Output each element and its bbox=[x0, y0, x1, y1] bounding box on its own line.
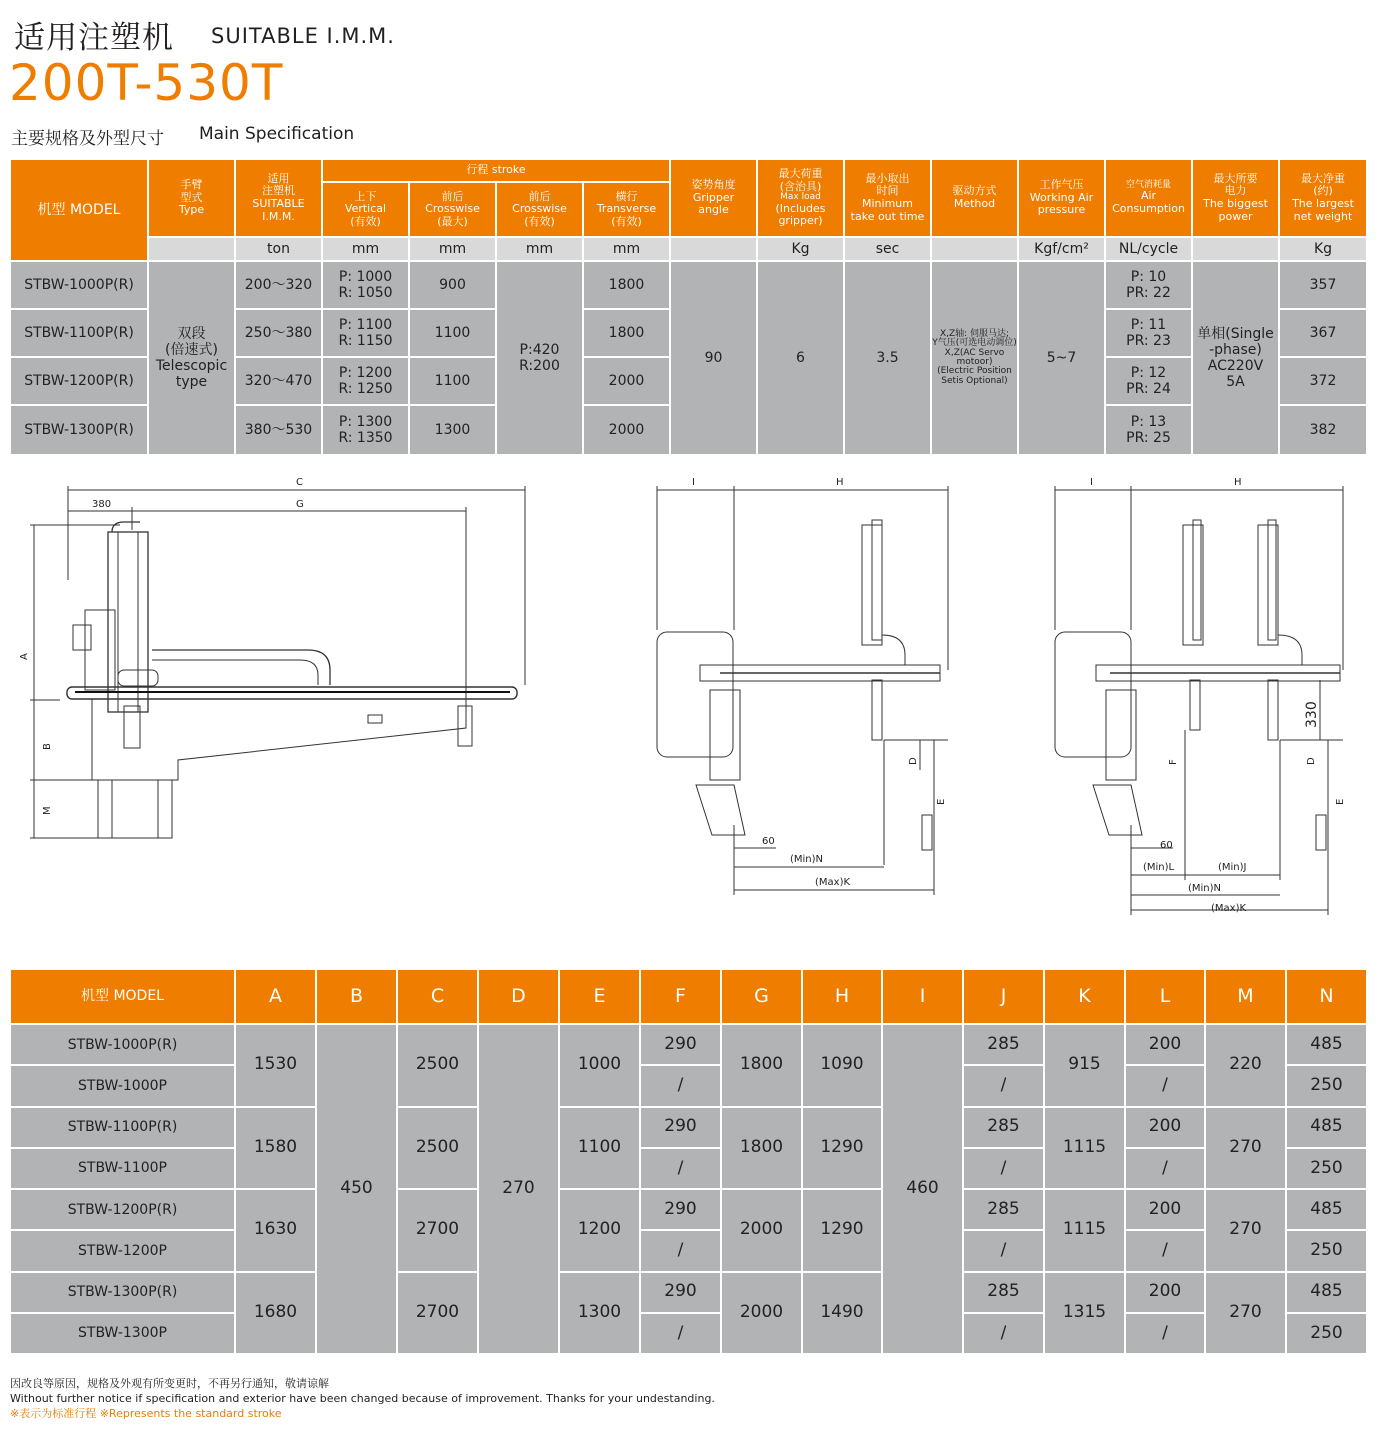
spec-weight-cell: 372 bbox=[1280, 358, 1366, 404]
dim-cell-n: 250 bbox=[1287, 1314, 1366, 1353]
header-air-pressure bbox=[1019, 160, 1104, 236]
spec-model-cell: STBW-1100P(R) bbox=[11, 310, 147, 356]
dim-cell-j: / bbox=[964, 1231, 1043, 1270]
dim-cell-l: 200 bbox=[1126, 1190, 1204, 1229]
unit-cell bbox=[149, 238, 234, 260]
dim-cell-a: 1680 bbox=[236, 1273, 315, 1354]
spec-imm-cell: 320～470 bbox=[236, 358, 321, 404]
header-imm-line: I.M.M. bbox=[262, 209, 295, 223]
unit-cell bbox=[671, 238, 756, 260]
header-imm bbox=[236, 160, 321, 236]
header-weight-line: The largest bbox=[1292, 197, 1354, 210]
header-arm-type-line: 手臂 bbox=[180, 178, 203, 192]
spec-crosswise-eff-cell-line: P:420 bbox=[519, 341, 560, 358]
header-stroke: 行程 stroke bbox=[323, 160, 669, 181]
dim-label-h-2: H bbox=[1234, 477, 1242, 488]
header-max-load-line: (含治具) bbox=[779, 179, 822, 193]
footer-notes bbox=[10, 1377, 715, 1422]
spec-air-cell bbox=[1106, 358, 1191, 404]
dim-cell-l: / bbox=[1126, 1231, 1204, 1270]
spec-transverse-cell: 1800 bbox=[584, 262, 669, 308]
header-weight-line: net weight bbox=[1293, 209, 1353, 223]
header-gripper-angle-line: Gripper bbox=[692, 190, 735, 204]
dim-cell-f: / bbox=[641, 1314, 720, 1353]
spec-arm-type-cell bbox=[149, 262, 234, 454]
dim-cell-j: 285 bbox=[964, 1025, 1043, 1064]
header-arm-type-line: 型式 bbox=[180, 190, 203, 204]
header-max-load-line: (Includes gripper) bbox=[775, 201, 826, 228]
header-crosswise-eff-line: (有效) bbox=[524, 214, 555, 228]
spec-air-cell-line: P: 13 bbox=[1130, 413, 1167, 430]
dim-label-60-2: 60 bbox=[1160, 840, 1173, 851]
dim-cell-g: 2000 bbox=[722, 1273, 801, 1354]
dim-cell-e: 1200 bbox=[560, 1190, 639, 1271]
dim-cell-m: 270 bbox=[1206, 1190, 1285, 1271]
dim-model-cell: STBW-1200P(R) bbox=[11, 1190, 234, 1229]
dim-label-max-k-2: (Max)K bbox=[1211, 903, 1247, 914]
dim-label-i-1: I bbox=[692, 477, 695, 488]
header-vertical bbox=[323, 183, 408, 236]
dim-cell-f: 290 bbox=[641, 1273, 720, 1312]
dim-cell-j: / bbox=[964, 1066, 1043, 1105]
dim-cell-n: 485 bbox=[1287, 1108, 1366, 1147]
title-cn: 适用注塑机 bbox=[14, 20, 174, 56]
header-min-takeout bbox=[845, 160, 930, 236]
spec-crosswise-max-cell: 1100 bbox=[410, 358, 495, 404]
dim-cell-i: 460 bbox=[883, 1025, 962, 1353]
dim-cell-f: 290 bbox=[641, 1108, 720, 1147]
spec-vertical-cell bbox=[323, 358, 408, 404]
title-en: SUITABLE I.M.M. bbox=[211, 24, 395, 48]
header-imm-line: 注塑机 bbox=[261, 184, 295, 198]
header-air-consumption-line: 空气消耗量 bbox=[1125, 179, 1171, 190]
dim-cell-f: / bbox=[641, 1149, 720, 1188]
header-max-load-line: Max load bbox=[780, 192, 821, 203]
dim-cell-l: / bbox=[1126, 1066, 1204, 1105]
header-gripper-angle-line: angle bbox=[698, 203, 729, 217]
spec-vertical-cell-line: R: 1050 bbox=[338, 285, 393, 301]
header-transverse-line: (有效) bbox=[611, 214, 642, 228]
spec-transverse-cell: 2000 bbox=[584, 358, 669, 404]
dim-cell-l: / bbox=[1126, 1314, 1204, 1353]
unit-cell: mm bbox=[410, 238, 495, 260]
header-crosswise-eff bbox=[497, 183, 582, 236]
header-max-load-line: 最大荷重 bbox=[778, 167, 823, 180]
dim-cell-f: 290 bbox=[641, 1025, 720, 1064]
dim-label-c: C bbox=[296, 477, 303, 488]
unit-cell: mm bbox=[323, 238, 408, 260]
spec-transverse-cell: 1800 bbox=[584, 310, 669, 356]
dim-cell-j: / bbox=[964, 1314, 1043, 1353]
dim-cell-h: 1290 bbox=[803, 1108, 881, 1189]
header-crosswise-max-line: 前后 bbox=[441, 189, 464, 203]
spec-min-takeout-cell: 3.5 bbox=[845, 262, 930, 454]
front-view-drawing bbox=[30, 486, 525, 838]
dim-label-330: 330 bbox=[1304, 701, 1320, 728]
spec-air-cell-line: PR: 24 bbox=[1126, 381, 1171, 397]
dim-cell-l: 200 bbox=[1126, 1025, 1204, 1064]
dim-cell-c: 2700 bbox=[398, 1273, 477, 1354]
header-min-takeout-line: take out time bbox=[850, 209, 925, 223]
note-standard-stroke bbox=[10, 1407, 715, 1422]
header-imm-line: 适用 bbox=[267, 171, 290, 185]
header-air-consumption bbox=[1106, 160, 1191, 236]
spec-air-cell bbox=[1106, 406, 1191, 454]
header-drive-line: 驱动方式 bbox=[952, 184, 997, 198]
dim-model-cell: STBW-1300P(R) bbox=[11, 1273, 234, 1312]
dim-cell-j: / bbox=[964, 1149, 1043, 1188]
header-power-line: The biggest bbox=[1203, 197, 1268, 210]
dim-model-cell: STBW-1100P(R) bbox=[11, 1108, 234, 1147]
spec-vertical-cell-line: P: 1100 bbox=[338, 316, 393, 333]
dim-label-f-2: F bbox=[1168, 759, 1179, 765]
dim-label-a: A bbox=[19, 653, 30, 660]
dim-cell-k: 1315 bbox=[1045, 1273, 1124, 1354]
spec-vertical-cell-line: P: 1300 bbox=[338, 413, 393, 430]
header-power-line: 最大所要 bbox=[1213, 171, 1258, 185]
dim-label-e-1: E bbox=[936, 798, 947, 805]
spec-drive-cell-line: (Electric Position bbox=[937, 366, 1012, 377]
spec-crosswise-eff-cell bbox=[497, 262, 582, 454]
spec-weight-cell: 382 bbox=[1280, 406, 1366, 454]
unit-cell bbox=[932, 238, 1017, 260]
header-arm-type-line: Type bbox=[178, 203, 205, 217]
dim-cell-e: 1000 bbox=[560, 1025, 639, 1106]
spec-max-load-cell: 6 bbox=[758, 262, 843, 454]
header-crosswise-eff-line: Crosswise bbox=[512, 202, 567, 216]
dim-cell-n: 485 bbox=[1287, 1025, 1366, 1064]
header-weight-line: (约) bbox=[1313, 184, 1333, 198]
dim-model-cell: STBW-1200P bbox=[11, 1231, 234, 1270]
dim-label-d-1: D bbox=[908, 757, 919, 765]
tonnage-range: 200T-530T bbox=[9, 54, 284, 112]
dim-model-cell: STBW-1100P bbox=[11, 1149, 234, 1188]
dim-header-cell: B bbox=[317, 970, 396, 1023]
dim-cell-k: 915 bbox=[1045, 1025, 1124, 1106]
dim-header-cell: F bbox=[641, 970, 720, 1023]
unit-cell bbox=[1193, 238, 1278, 260]
spec-air-pressure-cell: 5~7 bbox=[1019, 262, 1104, 454]
note-line-en: Without further notice if specification and exterior have been changed because of improvement. Thanks for your undestanding. bbox=[10, 1391, 715, 1405]
spec-power-cell bbox=[1193, 262, 1278, 454]
header-vertical-line: (有效) bbox=[350, 214, 381, 228]
unit-cell: mm bbox=[584, 238, 669, 260]
spec-title-cn: 主要规格及外型尺寸 bbox=[11, 129, 164, 149]
header-air-pressure-line: 工作气压 bbox=[1039, 178, 1084, 192]
header-min-takeout-line: Minimum bbox=[862, 197, 913, 210]
side-view-1-drawing bbox=[657, 486, 948, 895]
header-gripper-angle bbox=[671, 160, 756, 236]
spec-vertical-cell-line: R: 1250 bbox=[338, 381, 393, 397]
spec-crosswise-max-cell: 900 bbox=[410, 262, 495, 308]
spec-title-en: Main Specification bbox=[199, 124, 355, 144]
spec-drive-cell-line: Setis Optional) bbox=[941, 375, 1008, 386]
dim-cell-f: / bbox=[641, 1231, 720, 1270]
spec-vertical-cell-line: P: 1200 bbox=[338, 364, 393, 381]
dim-label-g: G bbox=[296, 499, 304, 510]
spec-vertical-cell bbox=[323, 310, 408, 356]
spec-model-cell: STBW-1300P(R) bbox=[11, 406, 147, 454]
dim-cell-b: 450 bbox=[317, 1025, 396, 1353]
spec-power-cell-line: 5A bbox=[1226, 374, 1245, 391]
dim-header-cell: E bbox=[560, 970, 639, 1023]
spec-vertical-cell bbox=[323, 406, 408, 454]
dim-label-d-2: D bbox=[1306, 757, 1317, 765]
spec-drive-cell-line: X,Z(AC Servo motoor) bbox=[944, 347, 1005, 367]
unit-cell: Kg bbox=[758, 238, 843, 260]
spec-air-cell-line: PR: 23 bbox=[1126, 333, 1171, 349]
side-view-2-drawing bbox=[1055, 486, 1343, 915]
unit-cell: Kg bbox=[1280, 238, 1366, 260]
note-standard-cn: ※表示为标准行程 bbox=[10, 1406, 97, 1420]
dim-model-cell: STBW-1000P(R) bbox=[11, 1025, 234, 1064]
unit-cell: Kgf/cm² bbox=[1019, 238, 1104, 260]
dim-header-cell: I bbox=[883, 970, 962, 1023]
dim-header-cell: J bbox=[964, 970, 1043, 1023]
header-transverse bbox=[584, 183, 669, 236]
dim-cell-n: 250 bbox=[1287, 1231, 1366, 1270]
header-crosswise-max-line: Crosswise bbox=[425, 202, 480, 216]
header-imm-line: SUITABLE bbox=[252, 197, 305, 210]
dim-label-h-1: H bbox=[836, 477, 844, 488]
dim-label-380: 380 bbox=[92, 499, 112, 510]
header-crosswise-max-line: (最大) bbox=[437, 214, 468, 228]
header-arm-type bbox=[149, 160, 234, 236]
header-drive bbox=[932, 160, 1017, 236]
header-power bbox=[1193, 160, 1278, 236]
spec-transverse-cell: 2000 bbox=[584, 406, 669, 454]
dim-header-cell: N bbox=[1287, 970, 1366, 1023]
header-drive-line: Method bbox=[953, 197, 996, 210]
dim-header-cell: 机型 MODEL bbox=[11, 970, 234, 1023]
spec-crosswise-max-cell: 1100 bbox=[410, 310, 495, 356]
spec-arm-type-cell-line: Telescopic bbox=[155, 358, 228, 374]
header-crosswise-max bbox=[410, 183, 495, 236]
dim-label-i-2: I bbox=[1090, 477, 1093, 488]
spec-air-cell-line: PR: 25 bbox=[1126, 430, 1171, 446]
header-vertical-line: Vertical bbox=[344, 202, 387, 216]
dim-cell-k: 1115 bbox=[1045, 1108, 1124, 1189]
dim-cell-g: 1800 bbox=[722, 1025, 801, 1106]
dim-cell-d: 270 bbox=[479, 1025, 558, 1353]
header-min-takeout-line: 时间 bbox=[876, 184, 899, 198]
dim-cell-g: 1800 bbox=[722, 1108, 801, 1189]
dim-cell-j: 285 bbox=[964, 1273, 1043, 1312]
dim-cell-f: 290 bbox=[641, 1190, 720, 1229]
header-vertical-line: 上下 bbox=[354, 189, 377, 203]
unit-cell: sec bbox=[845, 238, 930, 260]
dim-header-cell: C bbox=[398, 970, 477, 1023]
dim-cell-f: / bbox=[641, 1066, 720, 1105]
dim-label-b: B bbox=[42, 743, 53, 750]
dim-cell-m: 270 bbox=[1206, 1108, 1285, 1189]
header-transverse-line: 横行 bbox=[615, 189, 638, 203]
header-transverse-line: Transverse bbox=[596, 202, 657, 216]
dim-cell-a: 1630 bbox=[236, 1190, 315, 1271]
dim-label-min-n-1: (Min)N bbox=[790, 854, 824, 865]
dim-cell-m: 270 bbox=[1206, 1273, 1285, 1354]
spec-air-cell-line: P: 10 bbox=[1130, 268, 1167, 285]
spec-arm-type-cell-line: (倍速式) bbox=[165, 341, 218, 358]
note-standard-en: ※Represents the standard stroke bbox=[99, 1406, 282, 1420]
dim-model-cell: STBW-1000P bbox=[11, 1066, 234, 1105]
header-gripper-angle-line: 姿势角度 bbox=[691, 178, 736, 192]
dim-cell-e: 1100 bbox=[560, 1108, 639, 1189]
spec-drive-cell-line: Y气压(可选电动调位) bbox=[932, 338, 1017, 349]
dim-cell-h: 1490 bbox=[803, 1273, 881, 1354]
header-crosswise-eff-line: 前后 bbox=[528, 189, 551, 203]
header-min-takeout-line: 最小取出 bbox=[865, 171, 910, 185]
header-air-pressure-line: Working Air bbox=[1029, 190, 1094, 204]
spec-air-cell bbox=[1106, 310, 1191, 356]
spec-vertical-cell-line: R: 1350 bbox=[338, 430, 393, 446]
dim-cell-c: 2700 bbox=[398, 1190, 477, 1271]
dim-cell-j: 285 bbox=[964, 1108, 1043, 1147]
dim-cell-m: 220 bbox=[1206, 1025, 1285, 1106]
dim-cell-h: 1290 bbox=[803, 1190, 881, 1271]
spec-weight-cell: 357 bbox=[1280, 262, 1366, 308]
spec-arm-type-cell-line: 双段 bbox=[177, 325, 206, 342]
dim-label-min-n-2: (Min)N bbox=[1188, 883, 1222, 894]
header-power-line: 电力 bbox=[1224, 184, 1247, 198]
spec-arm-type-cell-line: type bbox=[175, 374, 208, 391]
spec-drive-cell bbox=[932, 262, 1017, 454]
dim-cell-l: / bbox=[1126, 1149, 1204, 1188]
dim-label-60-1: 60 bbox=[762, 836, 775, 847]
header-weight bbox=[1280, 160, 1366, 236]
dim-header-cell: K bbox=[1045, 970, 1124, 1023]
spec-air-cell-line: PR: 22 bbox=[1126, 285, 1171, 301]
spec-air-cell-line: P: 12 bbox=[1130, 364, 1167, 381]
spec-model-cell: STBW-1000P(R) bbox=[11, 262, 147, 308]
spec-vertical-cell-line: R: 1150 bbox=[338, 333, 393, 349]
header-model: 机型 MODEL bbox=[11, 160, 147, 260]
dim-label-m: M bbox=[42, 806, 53, 815]
dim-model-cell: STBW-1300P bbox=[11, 1314, 234, 1353]
dim-cell-h: 1090 bbox=[803, 1025, 881, 1106]
spec-vertical-cell bbox=[323, 262, 408, 308]
dim-cell-c: 2500 bbox=[398, 1025, 477, 1106]
header-power-line: power bbox=[1218, 209, 1253, 223]
dim-cell-n: 485 bbox=[1287, 1190, 1366, 1229]
dim-cell-n: 250 bbox=[1287, 1066, 1366, 1105]
spec-power-cell-line: AC220V bbox=[1207, 358, 1264, 374]
dim-header-cell: L bbox=[1126, 970, 1204, 1023]
header-air-consumption-line: Air Consumption bbox=[1112, 189, 1185, 215]
spec-imm-cell: 380～530 bbox=[236, 406, 321, 454]
header-weight-line: 最大净重 bbox=[1301, 171, 1345, 185]
unit-cell: ton bbox=[236, 238, 321, 260]
spec-gripper-angle-cell: 90 bbox=[671, 262, 756, 454]
dim-cell-c: 2500 bbox=[398, 1108, 477, 1189]
spec-imm-cell: 200～320 bbox=[236, 262, 321, 308]
note-line-cn: 因改良等原因，规格及外观有所变更时，不再另行通知，敬请谅解 bbox=[10, 1377, 329, 1390]
spec-crosswise-max-cell: 1300 bbox=[410, 406, 495, 454]
spec-crosswise-eff-cell-line: R:200 bbox=[519, 358, 560, 374]
dim-cell-k: 1115 bbox=[1045, 1190, 1124, 1271]
unit-cell: NL/cycle bbox=[1106, 238, 1191, 260]
spec-air-cell-line: P: 11 bbox=[1130, 316, 1167, 333]
dim-cell-l: 200 bbox=[1126, 1108, 1204, 1147]
unit-cell: mm bbox=[497, 238, 582, 260]
spec-air-cell bbox=[1106, 262, 1191, 308]
spec-drive-cell-line: X,Z轴: 伺服马达; bbox=[939, 328, 1010, 339]
header-air-pressure-line: pressure bbox=[1037, 203, 1086, 217]
dim-header-cell: M bbox=[1206, 970, 1285, 1023]
spec-weight-cell: 367 bbox=[1280, 310, 1366, 356]
spec-vertical-cell-line: P: 1000 bbox=[338, 268, 393, 285]
dim-label-max-k-1: (Max)K bbox=[815, 877, 851, 888]
dim-cell-l: 200 bbox=[1126, 1273, 1204, 1312]
dim-header-cell: G bbox=[722, 970, 801, 1023]
dim-cell-a: 1580 bbox=[236, 1108, 315, 1189]
dim-cell-j: 285 bbox=[964, 1190, 1043, 1229]
header-max-load bbox=[758, 160, 843, 236]
dim-cell-n: 250 bbox=[1287, 1149, 1366, 1188]
dim-cell-e: 1300 bbox=[560, 1273, 639, 1354]
dim-cell-g: 2000 bbox=[722, 1190, 801, 1271]
dim-header-cell: D bbox=[479, 970, 558, 1023]
dim-label-min-l-2: (Min)L bbox=[1143, 862, 1175, 873]
spec-model-cell: STBW-1200P(R) bbox=[11, 358, 147, 404]
dim-cell-n: 485 bbox=[1287, 1273, 1366, 1312]
dim-header-cell: H bbox=[803, 970, 881, 1023]
dim-label-min-j-2: (Min)J bbox=[1218, 862, 1247, 873]
spec-power-cell-line: -phase) bbox=[1209, 341, 1262, 358]
dim-header-cell: A bbox=[236, 970, 315, 1023]
spec-imm-cell: 250～380 bbox=[236, 310, 321, 356]
dim-label-e-2: E bbox=[1335, 798, 1346, 805]
dimension-drawings bbox=[0, 470, 1388, 920]
spec-power-cell-line: 单相(Single bbox=[1197, 325, 1274, 342]
dim-cell-a: 1530 bbox=[236, 1025, 315, 1106]
